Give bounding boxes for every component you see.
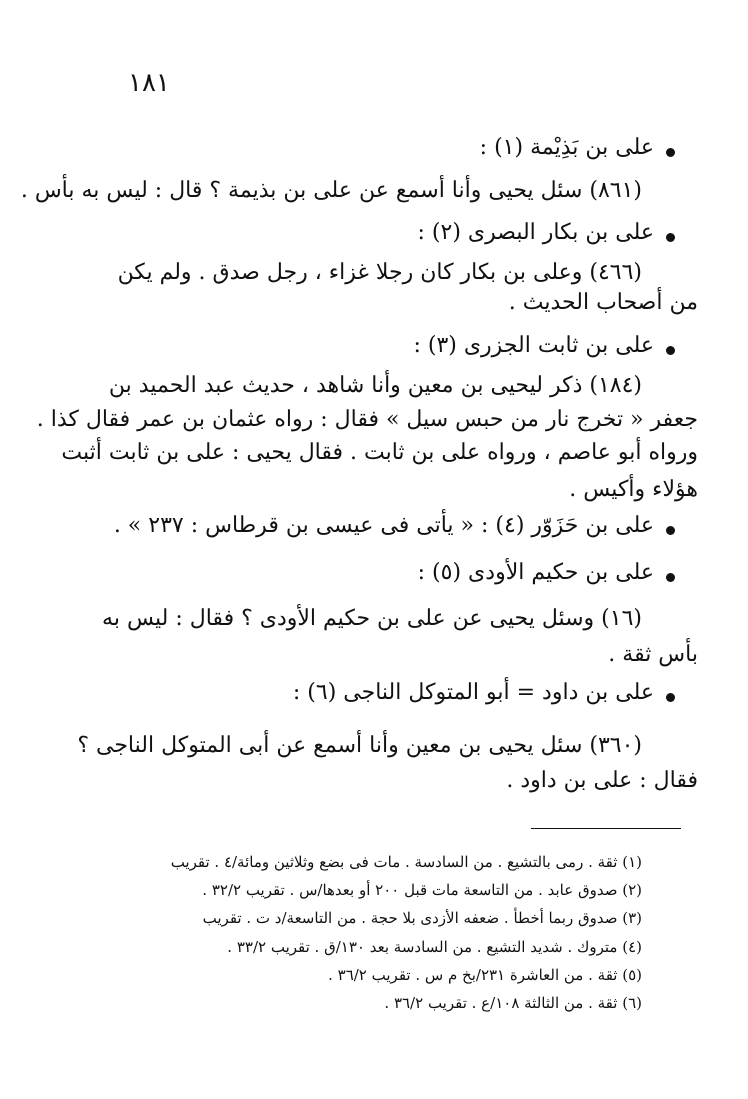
footnote-item: (١) ثقة . رمى بالتشيع . من السادسة . مات فى بضع وثلاثين ومائة/٤ . تقريب [170, 853, 642, 871]
text-line: فقال : على بن داود . [506, 768, 698, 793]
bullet-icon [666, 346, 675, 355]
footnote-item: (٤) متروك . شديد التشيع . من السادسة بعد ١٣٠/ق . تقريب ٣٣/٢ . [227, 938, 642, 956]
footnote-item: (٣) صدوق ربما أخطأ . ضعفه الأزدى بلا حجة . من التاسعة/د ت . تقريب [202, 909, 642, 927]
text-line: (٤٦٦) وعلى بن بكار كان رجلا غزاء ، رجل صدق . ولم يكن [117, 260, 642, 285]
entry-heading: على بن حكيم الأودى (٥) : [417, 560, 654, 585]
text-line: بأس ثقة . [608, 642, 698, 667]
text-line: ورواه أبو عاصم ، ورواه على بن ثابت . فقال يحيى : على بن ثابت أثبت [61, 440, 698, 465]
text-line: (٣٦٠) سئل يحيى بن معين وأنا أسمع عن أبى المتوكل الناجى ؟ [77, 733, 642, 758]
footnote-item: (٢) صدوق عابد . من التاسعة مات قبل ٢٠٠ أو بعدها/س . تقريب ٣٢/٢ . [202, 881, 642, 899]
text-line: (١٦) وسئل يحيى عن على بن حكيم الأودى ؟ فقال : ليس به [102, 606, 642, 631]
text-line: (٨٦١) سئل يحيى وأنا أسمع عن على بن بذيمة ؟ قال : ليس به بأس . [20, 178, 642, 203]
bullet-icon [666, 526, 675, 535]
bullet-icon [666, 573, 675, 582]
text-line: (١٨٤) ذكر ليحيى بن معين وأنا شاهد ، حديث عبد الحميد بن [108, 373, 642, 398]
footnote-separator [531, 828, 681, 829]
entry-heading: على بن ثابت الجزرى (٣) : [413, 333, 654, 358]
page-number: ١٨١ [128, 68, 170, 98]
entry-heading: على بن بكار البصرى (٢) : [417, 220, 654, 245]
bullet-icon [666, 693, 675, 702]
footnote-item: (٥) ثقة . من العاشرة ٢٣١/بخ م س . تقريب ٣٦/٢ . [328, 966, 642, 984]
text-line: هؤلاء وأكيس . [569, 477, 698, 502]
bullet-icon [666, 233, 675, 242]
text-line: جعفر « تخرج نار من حبس سيل » فقال : رواه عثمان بن عمر فقال كذا . [36, 407, 698, 432]
text-line: من أصحاب الحديث . [508, 290, 698, 315]
footnote-item: (٦) ثقة . من الثالثة ١٠٨/ع . تقريب ٣٦/٢ . [384, 994, 642, 1012]
entry-heading: على بن بَذِيْمة (١) : [479, 135, 654, 160]
bullet-icon [666, 148, 675, 157]
entry-heading: على بن داود = أبو المتوكل الناجى (٦) : [292, 680, 654, 705]
entry-heading: على بن حَزَوّر (٤) : « يأتى فى عيسى بن قرطاس : ٢٣٧ » . [113, 513, 654, 538]
